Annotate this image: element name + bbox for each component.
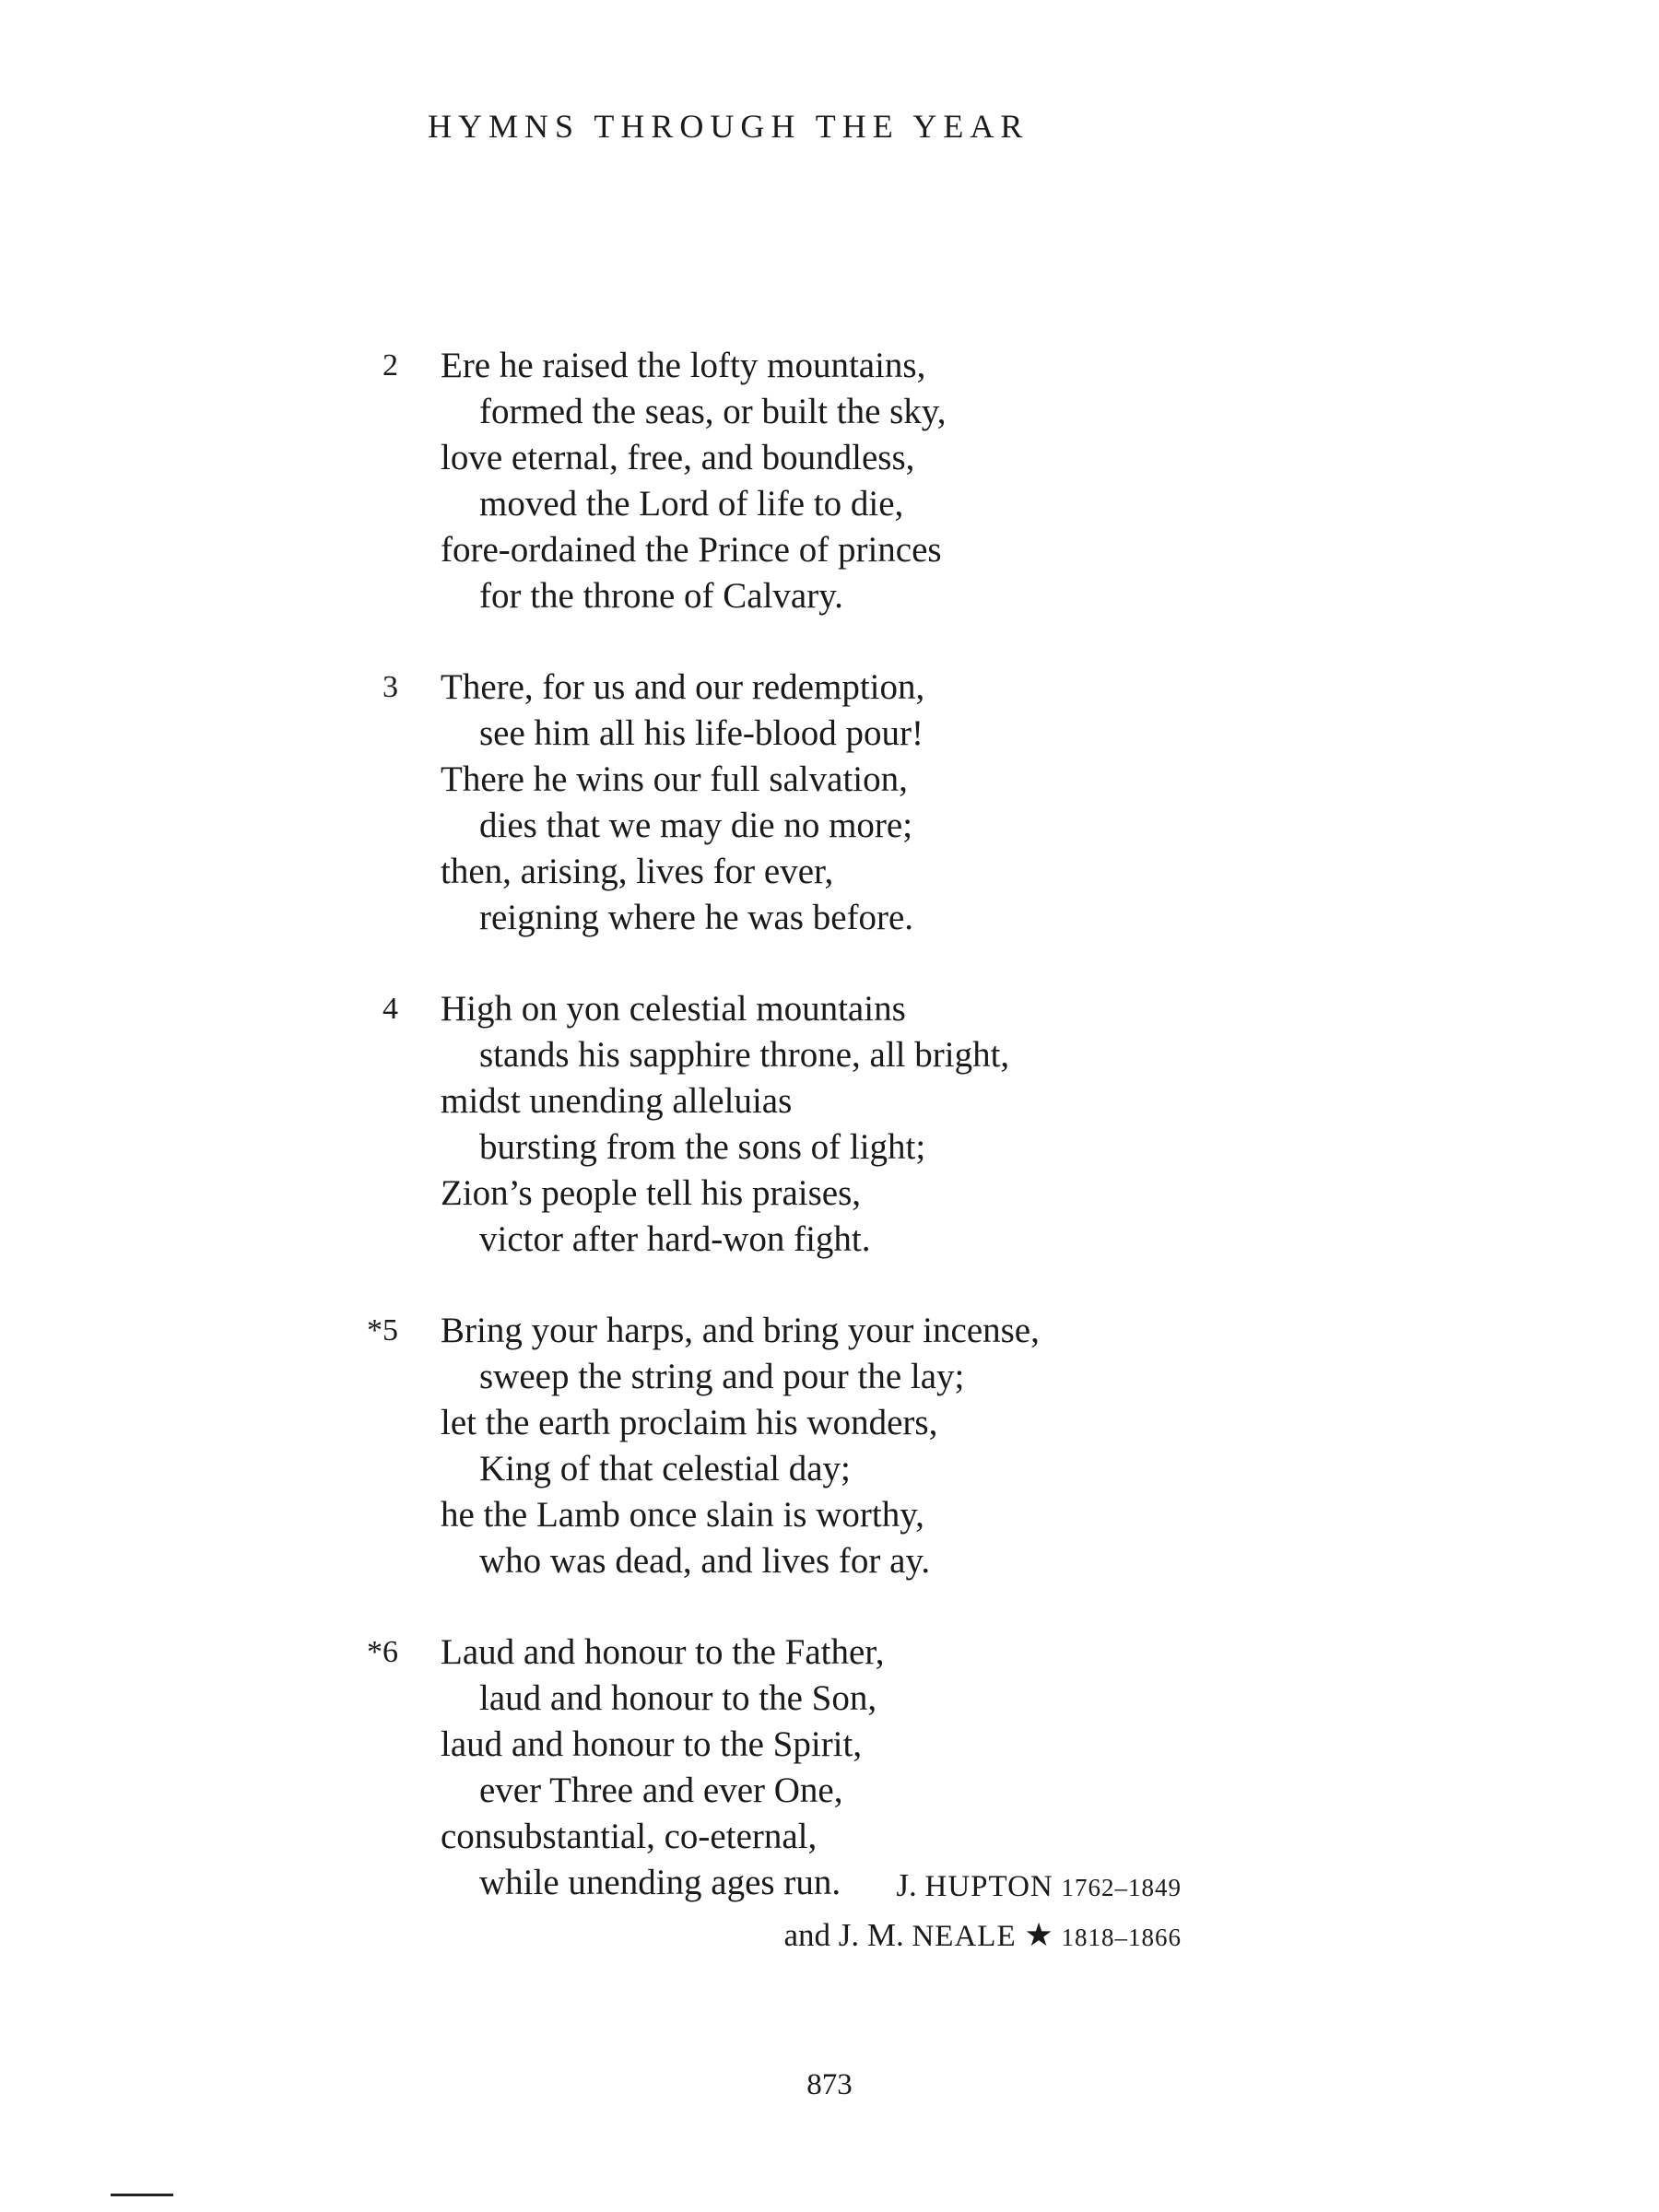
verse-line: reigning where he was before. — [479, 898, 914, 937]
verse-line: moved the Lord of life to die, — [479, 484, 904, 524]
verse-line: dies that we may die no more; — [479, 806, 913, 845]
attribution-prefix: and J. M. — [783, 1917, 912, 1953]
page-number: 873 — [806, 2068, 853, 2101]
verse-line: There he wins our full salvation, — [441, 759, 908, 799]
attribution-line-2 — [783, 1912, 1182, 1961]
verse — [0, 343, 1659, 619]
verse — [0, 986, 1659, 1263]
edge-rule — [111, 2194, 173, 2196]
verse-line: sweep the string and pour the lay; — [479, 1357, 965, 1396]
verse-line: Bring your harps, and bring your incense, — [441, 1311, 1040, 1350]
attribution-line-1 — [783, 1862, 1182, 1912]
author-attribution — [783, 1862, 1182, 1961]
verse-number: *6 — [367, 1635, 398, 1669]
star-icon: ★ — [1024, 1917, 1053, 1953]
verse-line: There, for us and our redemption, — [441, 667, 925, 707]
verse-line: midst unending alleluias — [441, 1081, 793, 1121]
verse-line: consubstantial, co-eternal, — [441, 1817, 818, 1856]
verse-line: while unending ages run. — [479, 1863, 841, 1902]
attribution-prefix: J. — [896, 1867, 925, 1903]
verse-line: who was dead, and lives for ay. — [479, 1541, 931, 1581]
author-dates: 1762–1849 — [1061, 1874, 1182, 1901]
verse-line: victor after hard-won fight. — [479, 1219, 871, 1259]
verse-line: Zion’s people tell his praises, — [441, 1173, 862, 1213]
verse-line: King of that celestial day; — [479, 1449, 851, 1488]
verse-line: ever Three and ever One, — [479, 1771, 843, 1810]
verse-line: let the earth proclaim his wonders, — [441, 1403, 938, 1442]
running-head: HYMNS THROUGH THE YEAR — [428, 108, 1030, 145]
verse — [0, 1308, 1659, 1584]
verse — [0, 665, 1659, 941]
verse-number: 2 — [382, 348, 398, 382]
verse-line: bursting from the sons of light; — [479, 1127, 926, 1167]
author-dates: 1818–1866 — [1061, 1924, 1182, 1951]
verse-line: laud and honour to the Son, — [479, 1678, 877, 1718]
verse-line: Laud and honour to the Father, — [441, 1632, 885, 1672]
verse-line: fore-ordained the Prince of princes — [441, 530, 942, 570]
verse-line: stands his sapphire throne, all bright, — [479, 1035, 1010, 1075]
verse-number: 3 — [382, 670, 398, 704]
verse-line: laud and honour to the Spirit, — [441, 1724, 863, 1764]
verse-line: then, arising, lives for ever, — [441, 852, 834, 891]
verse-line: love eternal, free, and boundless, — [441, 438, 915, 477]
verse-line: formed the seas, or built the sky, — [479, 392, 947, 431]
verse-number: 4 — [382, 992, 398, 1026]
verse-line: he the Lamb once slain is worthy, — [441, 1495, 924, 1535]
verse-line: Ere he raised the lofty mountains, — [441, 346, 926, 385]
hymn-verses — [0, 343, 1659, 1951]
verse-line: for the throne of Calvary. — [479, 576, 843, 616]
verse-line: High on yon celestial mountains — [441, 989, 906, 1029]
verse-number: *5 — [367, 1313, 398, 1347]
author-name: NEALE — [912, 1920, 1017, 1953]
verse-line: see him all his life-blood pour! — [479, 713, 924, 753]
author-name: HUPTON — [924, 1870, 1053, 1903]
